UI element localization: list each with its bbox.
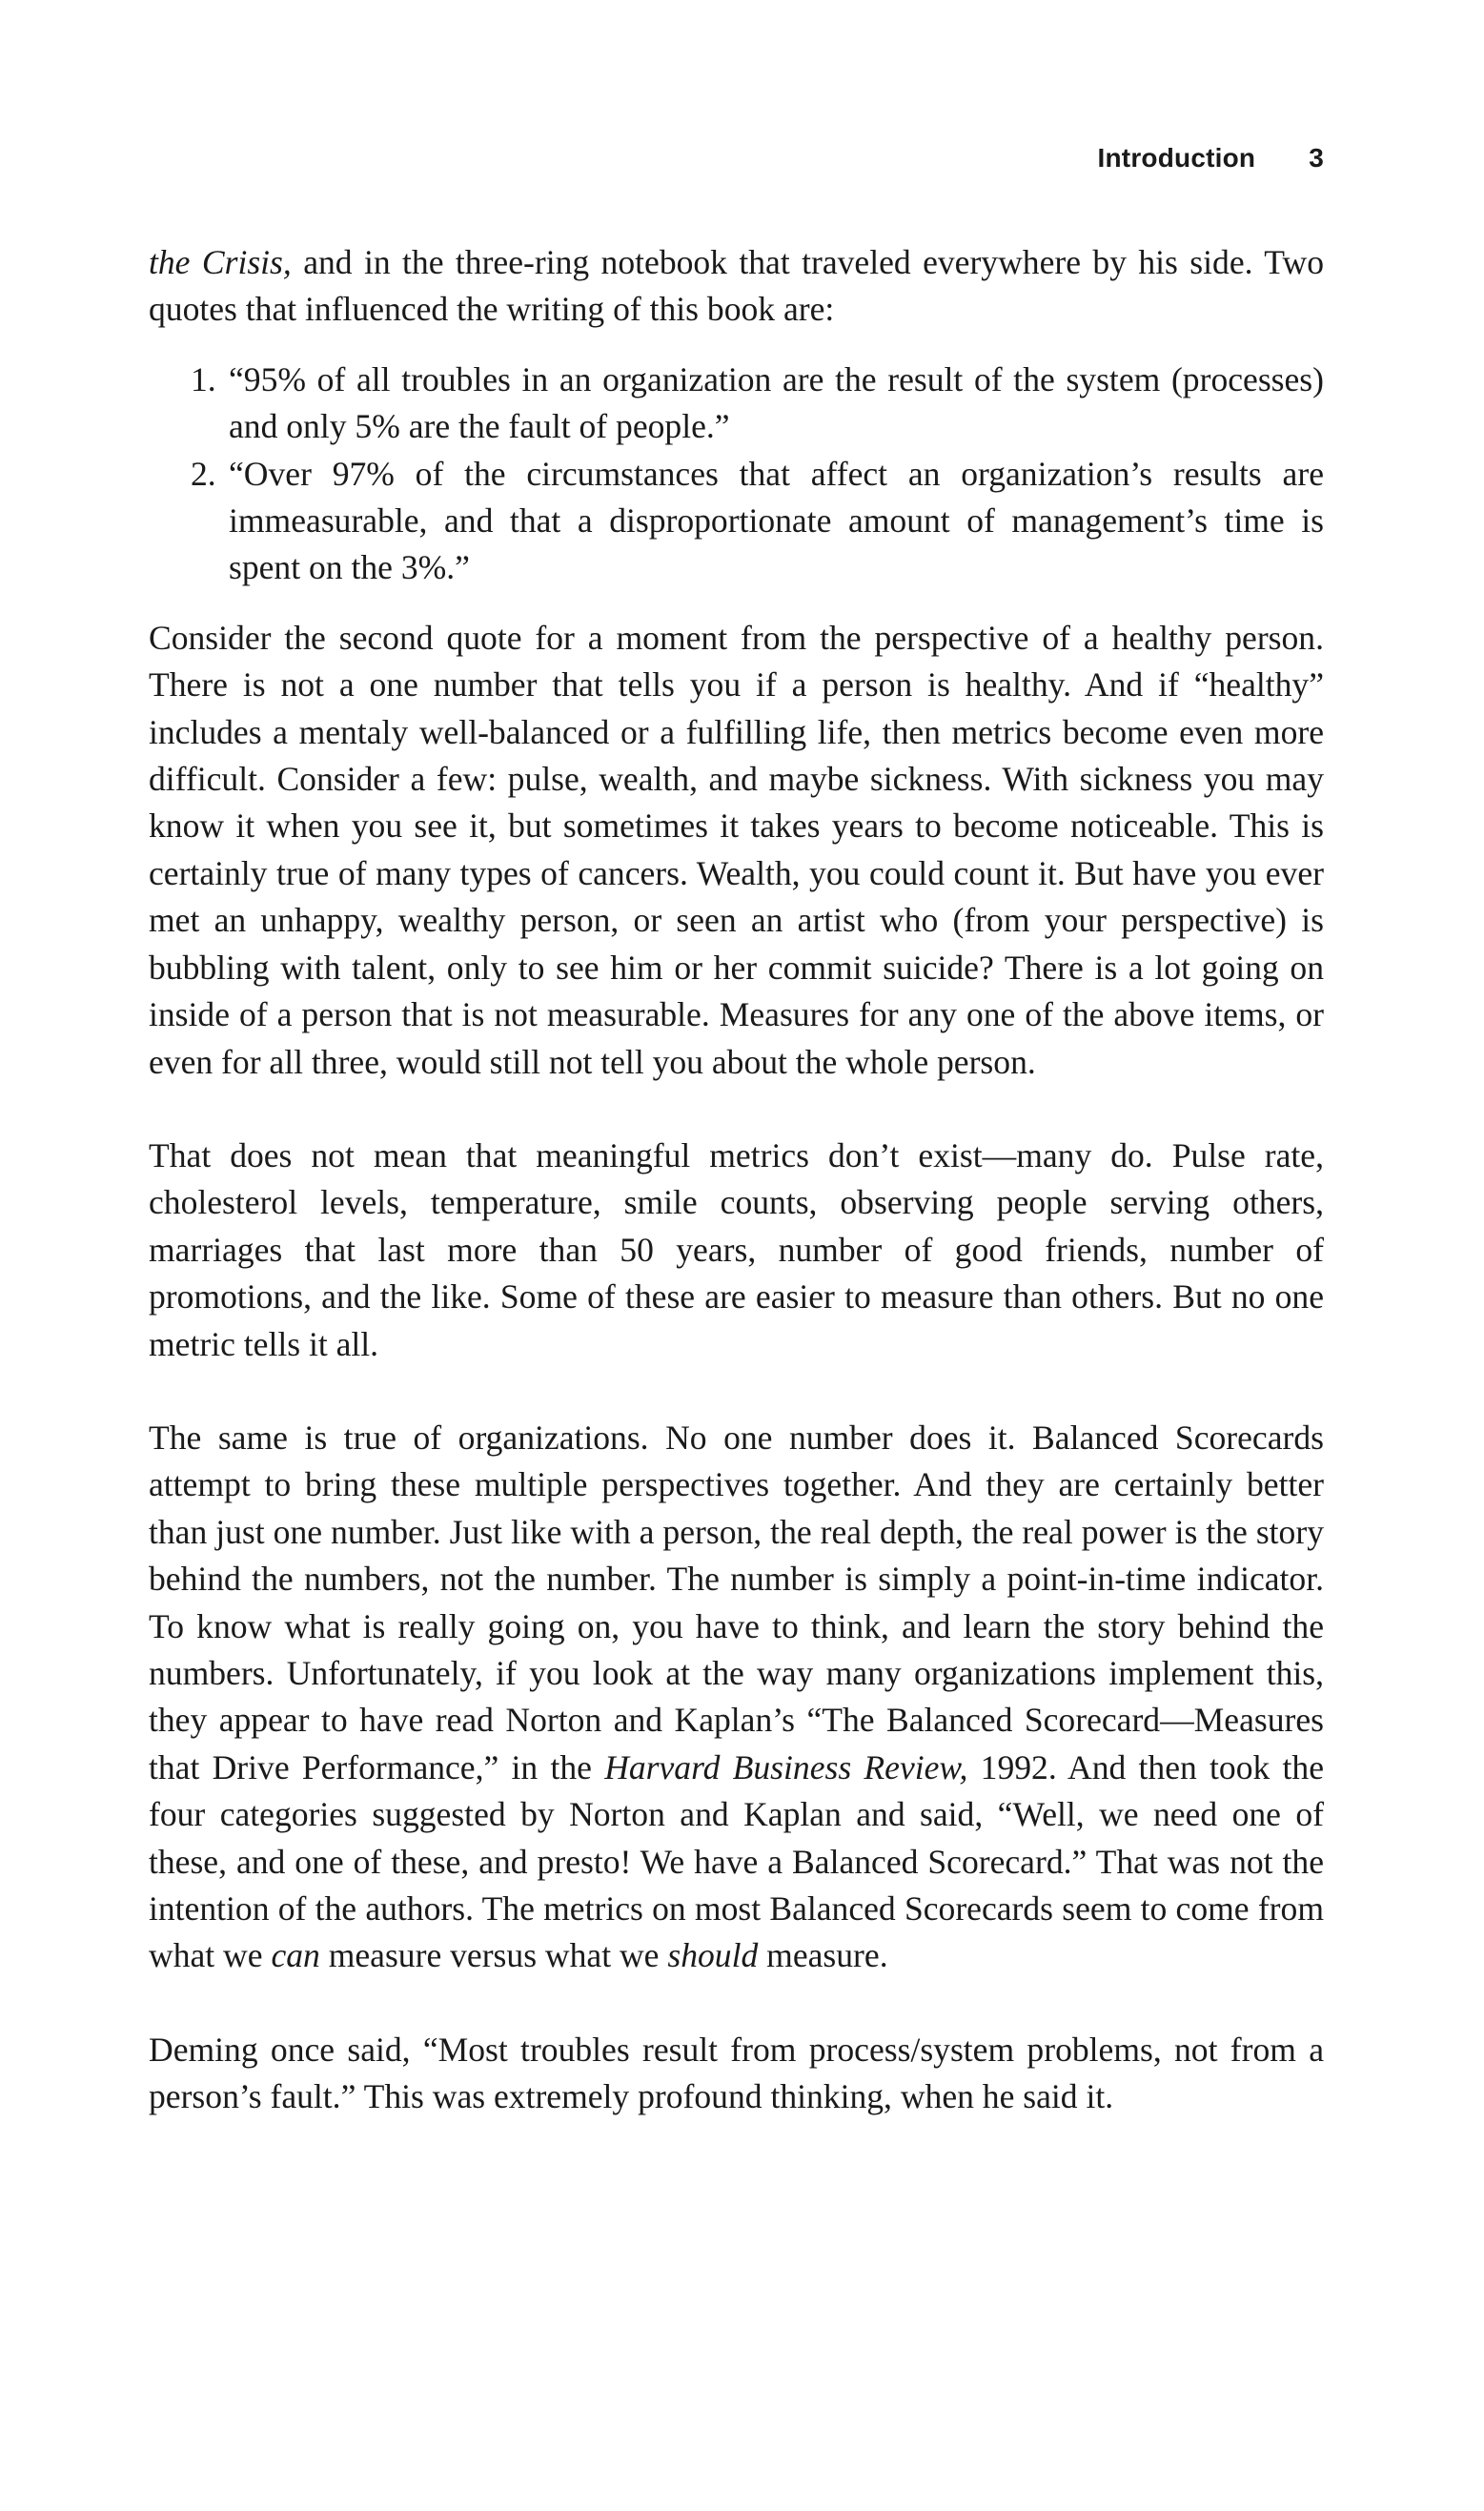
paragraph-4: The same is true of organizations. No one number does it. Balanced Scorecards attempt to bring these multiple perspectives together. And they are certainly better than just one number. Just like with a person, the real depth, the real power is the story behind the numbers, not the number. The number is simply a point-in-time indicator. To know what is really going on, you have to think, and learn the story behind the numbers. Unfortunately, if you look at the way many organizations implement this, they appear to have read Norton and Kaplan’s “The Balanced Scorecard—Measures that Drive Performance,” in the Harvard Business Review, 1992. And then took the four categories suggested by Norton and Kaplan and said, “Well, we need one of these, and one of these, and presto! We have a Balanced Scorecard.” That was not the intention of the authors. The metrics on most Balanced Scorecards seem to come from what we can measure versus what we should measure. <box>149 1418 1325 1975</box>
page-number: 3 <box>1309 143 1324 173</box>
list-item <box>149 357 1324 451</box>
section-title: Introduction <box>1097 143 1256 173</box>
paragraph-5: Deming once said, “Most troubles result from process/system problems, not from a person’s fault.” This was extremely profound thinking, when he said it. <box>149 2030 1324 2116</box>
paragraph-3: That does not mean that meaningful metrics don’t exist—many do. Pulse rate, cholesterol levels, temperature, smile counts, observing people serving others, marriages that last more than 50 years, number of good friends, number of promotions, and the like. Some of these are easier to measure than others. But no one metric tells it all. <box>149 1135 1324 1363</box>
journal-title: Harvard Business Review, <box>604 1747 968 1786</box>
list-item-text: “Over 97% of the circumstances that affect an organization’s results are immeasurable, and that a disproportionate amount of management’s time is spent on the 3%.” <box>229 454 1324 587</box>
list-item <box>149 451 1324 592</box>
book-page <box>149 0 1324 2511</box>
list-number: 2. <box>191 454 216 493</box>
italic-title: the Crisis, <box>149 243 292 281</box>
paragraph-1: the Crisis, and in the three-ring notebook that traveled everywhere by his side. Two quotes that influenced the writing of this book are: <box>149 243 1324 329</box>
emphasis-can: can <box>271 1936 320 1975</box>
quote-list <box>149 357 1324 592</box>
list-number: 1. <box>191 359 216 398</box>
running-header <box>1098 143 1324 174</box>
list-item-text: “95% of all troubles in an organization are the result of the system (processes) and only 5% are the fault of people.” <box>229 359 1324 446</box>
emphasis-should: should <box>667 1936 759 1975</box>
paragraph-2: Consider the second quote for a moment from the perspective of a healthy person. There is not a one number that tells you if a person is healthy. And if “healthy” includes a mentaly well-balanced or a fulfilling life, then metrics become even more difficult. Consider a few: pulse, wealth, and maybe sickness. With sickness you may know it when you see it, but sometimes it takes years to become noticeable. This is certainly true of many types of cancers. Wealth, you could count it. But have you ever met an unhappy, wealthy person, or seen an artist who (from your perspective) is bubbling with talent, only to see him or her commit suicide? There is a lot going on inside of a person that is not measurable. Measures for any one of the above items, or even for all three, would still not tell you about the whole person. <box>149 618 1324 1081</box>
body-text <box>149 239 1324 2121</box>
